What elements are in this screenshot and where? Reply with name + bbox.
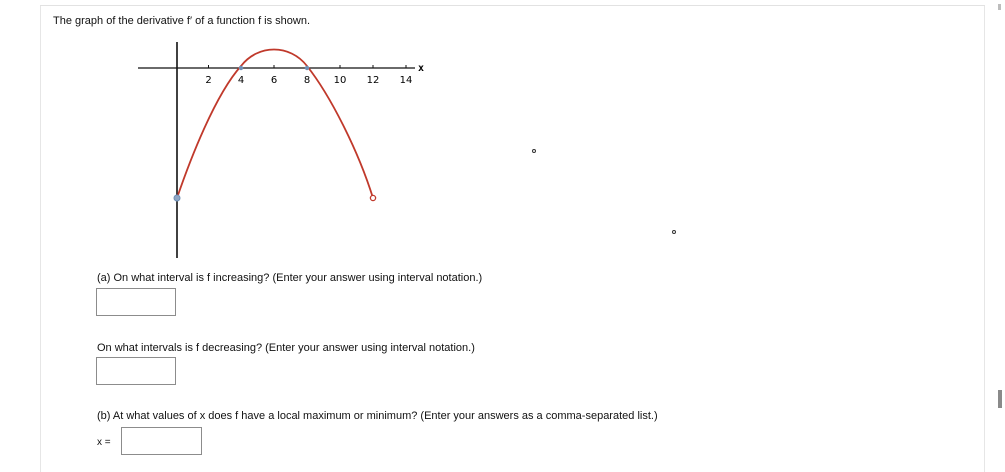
decreasing-question: On what intervals is f decreasing? (Enter your answer using interval notation.)	[97, 342, 475, 354]
x-equals-label: x =	[97, 437, 111, 448]
derivative-graph	[0, 0, 460, 265]
scrollbar-top-marker	[998, 4, 1001, 10]
tick-label-8: 8	[303, 75, 311, 86]
tick-label-2: 2	[205, 75, 212, 86]
right-endpoint	[370, 195, 375, 200]
scrollbar-thumb[interactable]	[998, 390, 1002, 408]
extrema-x-input[interactable]	[121, 427, 202, 455]
tick-label-14: 14	[399, 75, 413, 86]
decreasing-interval-input[interactable]	[96, 357, 176, 385]
question-prompt: The graph of the derivative f′ of a function f is shown.	[53, 15, 311, 27]
tick-label-4: 4	[237, 75, 245, 86]
increasing-question: (a) On what interval is f increasing? (Enter your answer using interval notation.)	[97, 272, 483, 284]
zero-crossing-point	[305, 66, 309, 70]
tick-label-12: 12	[366, 75, 380, 86]
zero-crossing-point	[239, 66, 243, 70]
x-axis-label: x	[418, 63, 425, 74]
right-divider	[984, 6, 985, 472]
derivative-curve	[177, 50, 373, 199]
extrema-question: (b) At what values of x does f have a local maximum or minimum? (Enter your answers as a comma-separated list.)	[97, 410, 658, 422]
tick-label-10: 10	[333, 75, 347, 86]
stray-dot	[532, 149, 536, 153]
stray-dot	[672, 230, 676, 234]
tick-label-6: 6	[270, 75, 278, 86]
increasing-interval-input[interactable]	[96, 288, 176, 316]
left-endpoint	[174, 195, 180, 201]
